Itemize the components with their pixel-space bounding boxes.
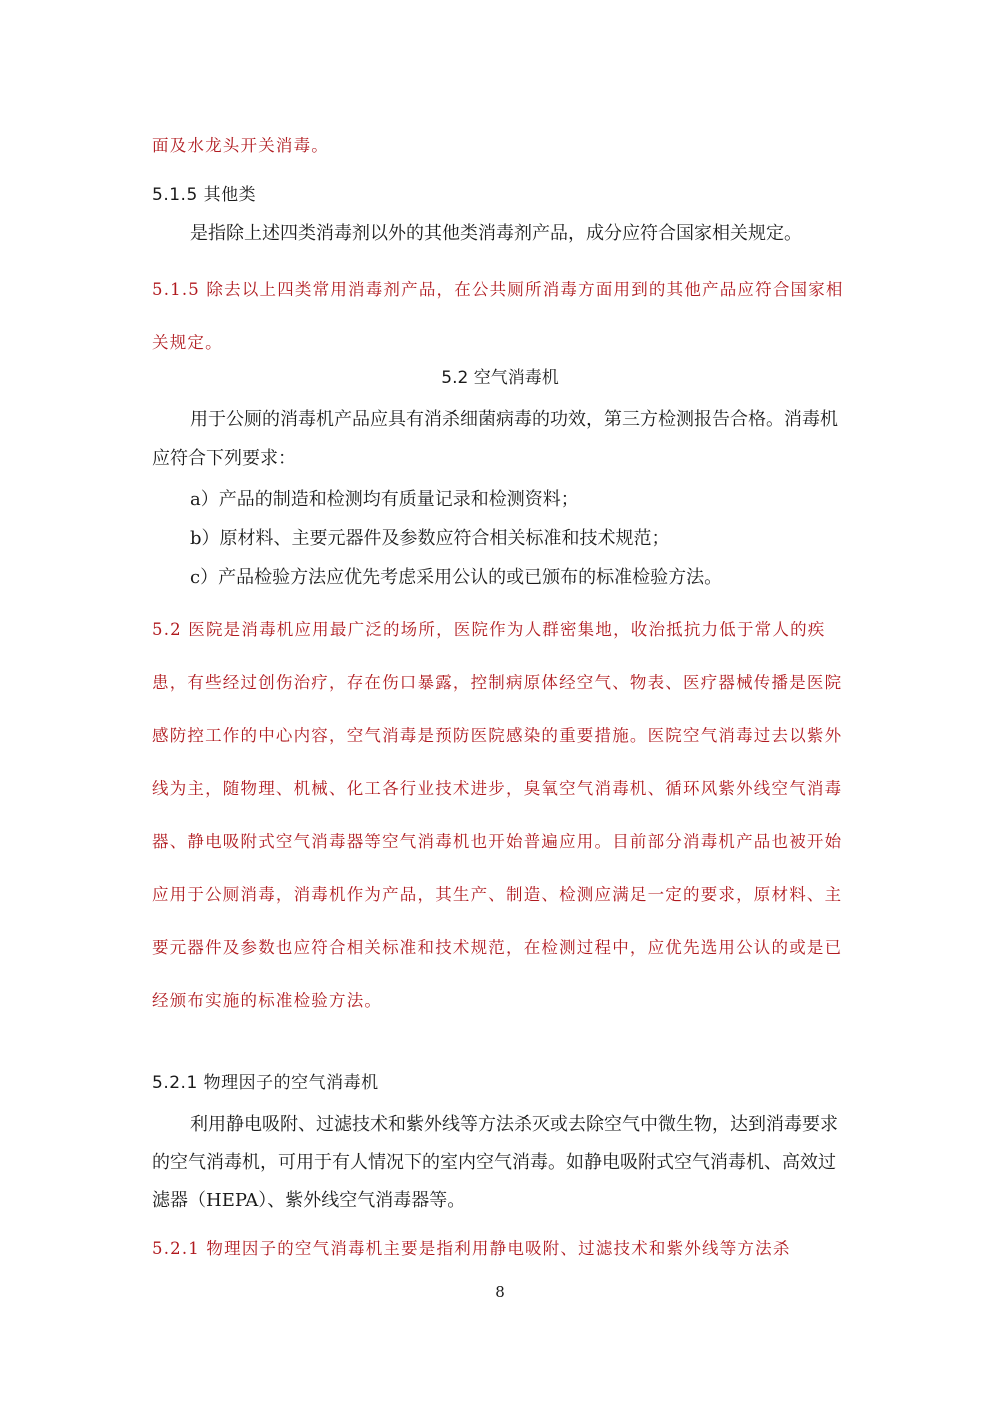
section-body-5-1-5: 是指除上述四类消毒剂以外的其他类消毒剂产品，成分应符合国家相关规定。	[190, 223, 802, 244]
page-number: 8	[495, 1283, 505, 1301]
note-5-2: 5.2 医院是消毒机应用最广泛的场所，医院作为人群密集地，收治抵抗力低于常人的疾患，有些经过创伤治疗，存在伤口暴露，控制病原体经空气、物表、医疗器械传播是医院感防控工作的中心内容，空气消毒是预防医院感染的重要措施。医院空气消毒过去以紫外线为主，随物理、机械、化工各行业技术进步，臭氧空气消毒机、循环风紫外线空气消毒器、静电吸附式空气消毒器等空气消毒机也开始普遍应用。目前部分消毒机产品也被开始应用于公厕消毒，消毒机作为产品，其生产、制造、检测应满足一定的要求，原材料、主要元器件及参数也应符合相关标准和技术规范，在检测过程中，应优先选用公认的或是已经颁布实施的标准检验方法。	[152, 620, 843, 1010]
note-5-2-1: 5.2.1 物理因子的空气消毒机主要是指利用静电吸附、过滤技术和紫外线等方法杀	[152, 1239, 791, 1258]
requirement-item-a: a）产品的制造和检测均有质量记录和检测资料；	[190, 489, 579, 510]
section-body-5-2-1: 利用静电吸附、过滤技术和紫外线等方法杀灭或去除空气中微生物，达到消毒要求的空气消毒机，可用于有人情况下的室内空气消毒。如静电吸附式空气消毒机、高效过滤器（HEPA）、紫外线空气消毒器等。	[152, 1114, 838, 1211]
section-intro-5-2: 用于公厕的消毒机产品应具有消杀细菌病毒的功效，第三方检测报告合格。消毒机应符合下列要求：	[152, 409, 838, 469]
requirement-item-b: b）原材料、主要元器件及参数应符合相关标准和技术规范；	[190, 528, 670, 549]
section-heading-5-2: 5.2 空气消毒机	[441, 368, 559, 388]
note-continuation: 面及水龙头开关消毒。	[152, 136, 329, 155]
section-heading-5-2-1: 5.2.1 物理因子的空气消毒机	[152, 1073, 379, 1093]
note-5-1-5: 5.1.5 除去以上四类常用消毒剂产品，在公共厕所消毒方面用到的其他产品应符合国家相关规定。	[152, 280, 844, 352]
requirement-item-c: c）产品检验方法应优先考虑采用公认的或已颁布的标准检验方法。	[190, 567, 723, 588]
section-heading-5-1-5: 5.1.5 其他类	[152, 185, 257, 205]
